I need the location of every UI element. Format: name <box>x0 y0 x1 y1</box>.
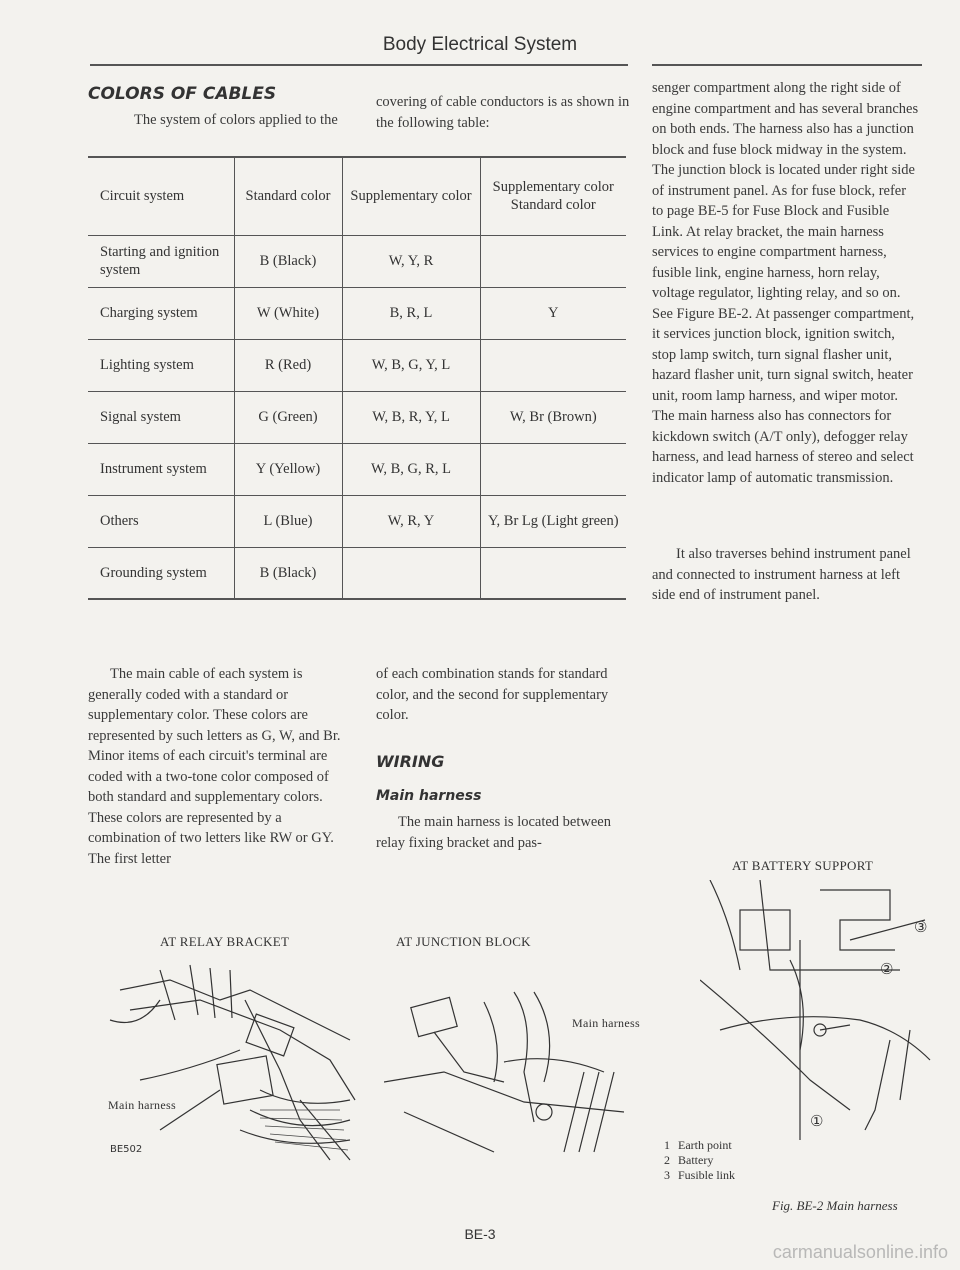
combination-paragraph: of each combination stands for standard color, and the second for supplementary color. <box>376 666 609 723</box>
cell-supplementary: W, B, G, R, L <box>342 443 480 495</box>
subheading-main-harness: Main harness <box>376 788 482 804</box>
page-header: Body Electrical System <box>382 34 578 55</box>
cell-circuit: Grounding system <box>100 564 207 581</box>
label-junction-main-harness: Main harness <box>572 1016 640 1030</box>
cell-circuit: Charging system <box>100 305 198 321</box>
table-header-row <box>88 157 626 235</box>
figure-relay-bracket <box>100 960 360 1166</box>
cell-supp-standard <box>480 235 626 287</box>
section-heading-colors: COLORS OF CABLES <box>88 84 277 104</box>
cell-circuit: Starting and ignition system <box>100 244 220 278</box>
relay-bracket-illustration <box>100 960 360 1166</box>
table-row <box>88 339 626 391</box>
col-header-circuit: Circuit system <box>100 188 185 205</box>
right-column-paragraph: senger compartment along the right side of engine compartment and has several branches on both ends. The harness also has a junction block and fuse block midway in the system. The junction block is located under right side of instrument panel. As for fuse block, refer to page BE-5 for Fuse Block and Fusible Link. At relay bracket, the main harness services to engine compartment harness, fusible link, engine harness, horn relay, voltage regulator, lighting relay, and so on. See Figure BE-2. At passenger compartment, it services junction block, ignition switch, stop lamp switch, turn signal flasher unit, hazard flasher unit, turn signal switch, heater unit, room lamp harness, and wiper motor. The main harness also has connectors for kickdown switch (A/T only), defogger relay harness, and lead harness of stereo and select indicator lamp of automatic transmission. <box>652 80 919 486</box>
colors-continued: covering of cable conductors is as shown in the following table: <box>376 94 630 131</box>
callout-2: ② <box>880 962 894 978</box>
cell-standard: W (White) <box>234 287 342 339</box>
cell-supp-standard: Y, Br Lg (Light green) <box>480 495 626 547</box>
cell-circuit: Signal system <box>100 409 181 425</box>
table-row <box>88 443 626 495</box>
cell-supp-standard: Y <box>480 287 626 339</box>
cell-circuit: Instrument system <box>100 461 207 477</box>
cable-color-table <box>88 156 626 600</box>
cell-circuit: Others <box>100 513 139 529</box>
cell-supplementary: W, R, Y <box>342 495 480 547</box>
cell-standard: L (Blue) <box>234 495 342 547</box>
label-relay-main-harness: Main harness <box>108 1098 176 1112</box>
caption-relay-bracket: AT RELAY BRACKET <box>160 934 290 949</box>
table-row <box>88 287 626 339</box>
callout-3: ③ <box>914 920 928 936</box>
cell-supplementary: W, B, R, Y, L <box>342 391 480 443</box>
cell-supplementary: W, Y, R <box>342 235 480 287</box>
colors-intro: The system of colors applied to the <box>134 112 338 128</box>
cell-standard: B (Black) <box>234 547 342 599</box>
caption-junction-block: AT JUNCTION BLOCK <box>396 934 531 949</box>
junction-block-illustration <box>384 962 640 1162</box>
table-row <box>88 235 626 287</box>
cell-supplementary: B, R, L <box>342 287 480 339</box>
table-row <box>88 391 626 443</box>
col-header-supp-standard: Supplementary color Standard color <box>480 157 626 235</box>
header-rule-right <box>652 64 922 66</box>
cell-supp-standard <box>480 443 626 495</box>
cell-standard: B (Black) <box>234 235 342 287</box>
cell-supp-standard <box>480 547 626 599</box>
caption-battery-support: AT BATTERY SUPPORT <box>732 858 874 873</box>
header-rule-left <box>90 64 628 66</box>
cell-standard: R (Red) <box>234 339 342 391</box>
page-number: BE-3 <box>464 1226 496 1242</box>
figure-code: BE502 <box>110 1144 143 1155</box>
legend-item: 3 Fusible link <box>664 1168 736 1182</box>
table-row <box>88 495 626 547</box>
legend-item: 2 Battery <box>664 1153 714 1167</box>
cell-standard: Y (Yellow) <box>234 443 342 495</box>
harness-paragraph: The main harness is located between relay fixing bracket and pas- <box>376 814 611 851</box>
table-row <box>88 547 626 599</box>
cell-circuit: Lighting system <box>100 357 194 373</box>
cell-supp-standard <box>480 339 626 391</box>
right-column-paragraph-2: It also traverses behind instrument panel and connected to instrument harness at left side end of instrument panel. <box>652 546 911 603</box>
figure-caption: Fig. BE-2 Main harness <box>772 1198 898 1213</box>
legend-item: 1 Earth point <box>664 1138 732 1152</box>
col-header-supplementary: Supplementary color <box>342 157 480 235</box>
cell-supplementary: W, B, G, Y, L <box>342 339 480 391</box>
col-header-standard: Standard color <box>234 157 342 235</box>
main-cable-paragraph: The main cable of each system is generally coded with a standard or supplementary color. These colors are represented by such letters as G, W, and Br. Minor items of each circuit's terminal are coded with a two-tone color composed of both standard and supplementary colors. These colors are represented by a combination of two letters like RW or GY. The first letter <box>88 666 341 867</box>
cell-supp-standard: W, Br (Brown) <box>480 391 626 443</box>
watermark: carmanualsonline.info <box>772 1242 948 1262</box>
callout-1: ① <box>810 1114 824 1130</box>
figure-junction-block <box>384 962 640 1162</box>
cell-supplementary <box>342 547 480 599</box>
cell-standard: G (Green) <box>234 391 342 443</box>
section-heading-wiring: WIRING <box>376 752 445 771</box>
figure-legend <box>664 1138 735 1183</box>
